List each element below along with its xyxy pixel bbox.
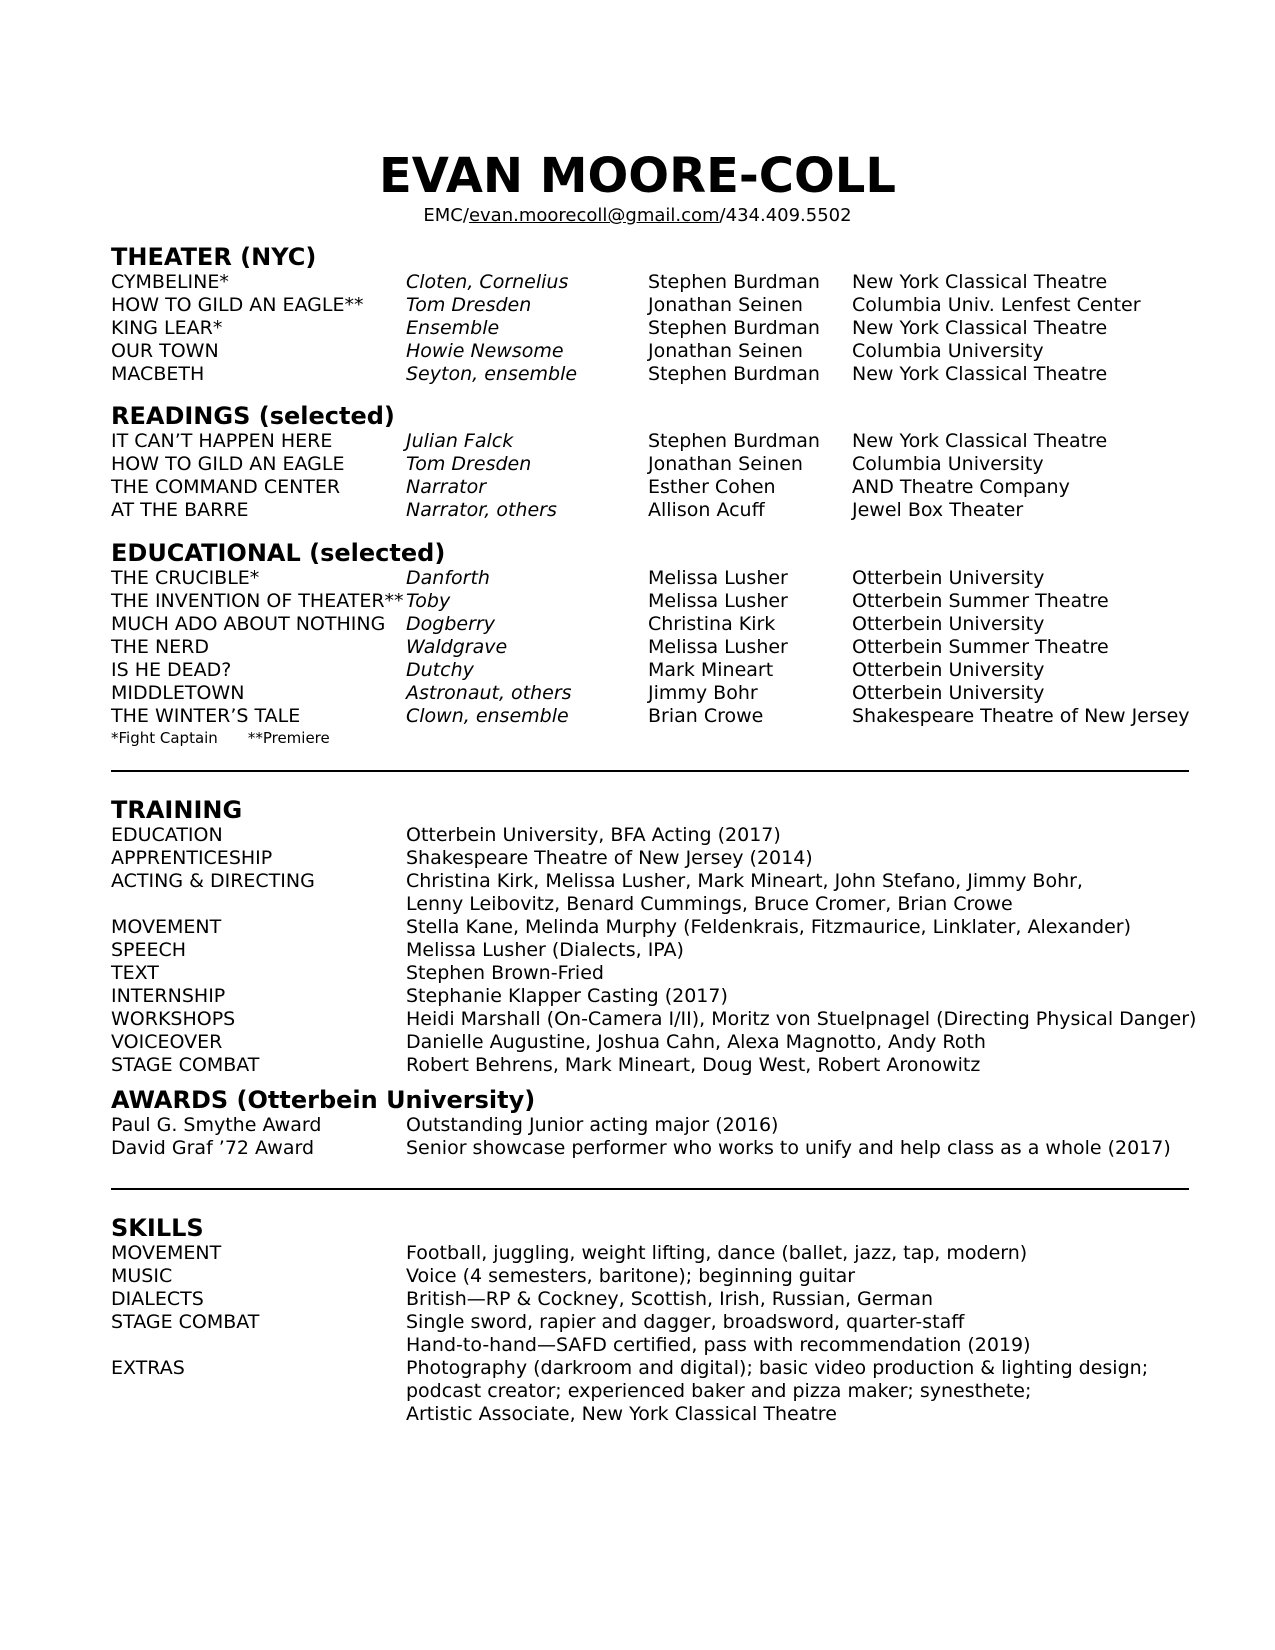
production-title: HOW TO GILD AN EAGLE <box>111 453 345 475</box>
production-title: AT THE BARRE <box>111 499 249 521</box>
venue: New York Classical Theatre <box>852 363 1108 385</box>
venue: Columbia Univ. Lenfest Center <box>852 294 1141 316</box>
row-value: Heidi Marshall (On-Camera I/II), Moritz von Stuelpnagel (Directing Physical Danger) <box>406 1008 1197 1030</box>
venue: Otterbein University <box>852 567 1045 589</box>
row-label: DIALECTS <box>111 1288 204 1310</box>
role: Toby <box>406 590 451 612</box>
footnote-legend <box>111 728 1191 748</box>
table-row <box>111 962 1191 985</box>
row-label: MOVEMENT <box>111 916 222 938</box>
table-row <box>111 1031 1191 1054</box>
section-divider <box>111 770 1189 772</box>
training-list <box>111 824 1197 1077</box>
production-title: IT CAN’T HAPPEN HERE <box>111 430 333 452</box>
row-label: APPRENTICESHIP <box>111 847 273 869</box>
table-row <box>111 916 1191 939</box>
row-label: EXTRAS <box>111 1357 185 1379</box>
section-title: THEATER (NYC) <box>111 243 317 271</box>
production-title: CYMBELINE* <box>111 271 229 293</box>
table-row <box>111 847 1191 870</box>
section-title: READINGS (selected) <box>111 402 395 430</box>
credit-list <box>111 567 1191 728</box>
table-row <box>111 705 1191 728</box>
venue: Otterbein University <box>852 682 1045 704</box>
row-value: Lenny Leibovitz, Benard Cummings, Bruce Cromer, Brian Crowe <box>406 893 1013 915</box>
credit-list <box>111 430 1191 522</box>
role: Dutchy <box>406 659 474 681</box>
row-value: Photography (darkroom and digital); basic video production & lighting design; <box>406 1357 1149 1379</box>
skills-list <box>111 1242 1191 1426</box>
table-row <box>111 985 1191 1008</box>
table-row <box>111 1137 1191 1160</box>
venue: New York Classical Theatre <box>852 317 1108 339</box>
row-value: Melissa Lusher (Dialects, IPA) <box>406 939 684 961</box>
row-value: Stephen Brown-Fried <box>406 962 604 984</box>
row-label: STAGE COMBAT <box>111 1311 260 1333</box>
training-section <box>111 796 1197 1077</box>
row-label: ACTING & DIRECTING <box>111 870 315 892</box>
phone-number: /434.409.5502 <box>719 205 852 226</box>
director: Melissa Lusher <box>648 636 788 658</box>
production-title: THE NERD <box>111 636 209 658</box>
venue: Otterbein Summer Theatre <box>852 636 1109 658</box>
table-row <box>111 659 1191 682</box>
director: Melissa Lusher <box>648 590 788 612</box>
premiere-note: **Premiere <box>247 729 330 747</box>
row-value: Danielle Augustine, Joshua Cahn, Alexa Magnotto, Andy Roth <box>406 1031 986 1053</box>
contact-initials: EMC/ <box>423 205 469 226</box>
production-title: THE INVENTION OF THEATER** <box>111 590 404 612</box>
email-link[interactable]: evan.moorecoll@gmail.com <box>468 205 720 226</box>
role: Clown, ensemble <box>406 705 569 727</box>
venue: New York Classical Theatre <box>852 430 1108 452</box>
row-label: David Graf ’72 Award <box>111 1137 315 1159</box>
production-title: THE COMMAND CENTER <box>111 476 341 498</box>
role: Seyton, ensemble <box>406 363 578 385</box>
table-row <box>111 613 1191 636</box>
readings-section <box>111 402 1191 522</box>
table-row <box>111 363 1191 386</box>
section-title: AWARDS (Otterbein University) <box>111 1086 536 1114</box>
director: Stephen Burdman <box>648 271 820 293</box>
table-row <box>111 893 1191 916</box>
production-title: THE CRUCIBLE* <box>111 567 260 589</box>
table-row <box>111 271 1191 294</box>
awards-section <box>111 1086 1191 1160</box>
venue: Columbia University <box>852 453 1044 475</box>
venue: New York Classical Theatre <box>852 271 1108 293</box>
table-row <box>111 636 1191 659</box>
venue: Otterbein University <box>852 659 1045 681</box>
row-value: Hand-to-hand—SAFD certified, pass with recommendation (2019) <box>406 1334 1031 1356</box>
role: Narrator <box>406 476 487 498</box>
production-title: MUCH ADO ABOUT NOTHING <box>111 613 386 635</box>
table-row <box>111 824 1191 847</box>
table-row <box>111 340 1191 363</box>
row-value: Voice (4 semesters, baritone); beginning guitar <box>406 1265 856 1287</box>
row-label <box>111 1334 406 1357</box>
row-label: STAGE COMBAT <box>111 1054 260 1076</box>
table-row <box>111 294 1191 317</box>
row-value: Stephanie Klapper Casting (2017) <box>406 985 728 1007</box>
row-label: Paul G. Smythe Award <box>111 1114 322 1136</box>
table-row <box>111 1288 1191 1311</box>
table-row <box>111 1403 1191 1426</box>
row-value: podcast creator; experienced baker and pizza maker; synesthete; <box>406 1380 1032 1402</box>
director: Jonathan Seinen <box>648 340 803 362</box>
director: Allison Acuff <box>648 499 765 521</box>
production-title: THE WINTER’S TALE <box>111 705 301 727</box>
applicant-name: EVAN MOORE-COLL <box>379 148 896 204</box>
role: Tom Dresden <box>406 294 532 316</box>
table-row <box>111 317 1191 340</box>
credit-list <box>111 271 1191 386</box>
table-row <box>111 1311 1191 1334</box>
role: Dogberry <box>406 613 495 635</box>
role: Julian Falck <box>406 430 514 452</box>
theater-section <box>111 243 1191 386</box>
section-title: TRAINING <box>111 796 243 824</box>
section-title: SKILLS <box>111 1214 204 1242</box>
table-row <box>111 1380 1191 1403</box>
role: Ensemble <box>406 317 500 339</box>
venue: AND Theatre Company <box>852 476 1070 498</box>
skills-section <box>111 1214 1191 1426</box>
role: Waldgrave <box>406 636 508 658</box>
production-title: MACBETH <box>111 363 205 385</box>
row-value: Football, juggling, weight lifting, dance (ballet, jazz, tap, modern) <box>406 1242 1028 1264</box>
row-label <box>111 1403 406 1426</box>
contact-line <box>0 204 1275 228</box>
table-row <box>111 1008 1197 1031</box>
production-title: HOW TO GILD AN EAGLE** <box>111 294 364 316</box>
educational-section <box>111 539 1191 748</box>
row-value: Senior showcase performer who works to unify and help class as a whole (2017) <box>406 1137 1171 1159</box>
production-title: IS HE DEAD? <box>111 659 232 681</box>
table-row <box>111 1242 1191 1265</box>
role: Cloten, Cornelius <box>406 271 569 293</box>
director: Jonathan Seinen <box>648 294 803 316</box>
director: Stephen Burdman <box>648 430 820 452</box>
row-value: Otterbein University, BFA Acting (2017) <box>406 824 781 846</box>
section-title: EDUCATIONAL (selected) <box>111 539 446 567</box>
venue: Otterbein Summer Theatre <box>852 590 1109 612</box>
director: Stephen Burdman <box>648 317 820 339</box>
row-label: INTERNSHIP <box>111 985 226 1007</box>
table-row <box>111 476 1191 499</box>
table-row <box>111 1357 1191 1380</box>
row-label: MUSIC <box>111 1265 173 1287</box>
table-row <box>111 870 1191 893</box>
row-label <box>111 1380 406 1403</box>
table-row <box>111 499 1191 522</box>
table-row <box>111 590 1191 613</box>
table-row <box>111 1054 1191 1077</box>
row-value: Single sword, rapier and dagger, broadsword, quarter-staff <box>406 1311 965 1333</box>
table-row <box>111 1114 1191 1137</box>
venue: Columbia University <box>852 340 1044 362</box>
row-value: Robert Behrens, Mark Mineart, Doug West, Robert Aronowitz <box>406 1054 981 1076</box>
fight-captain-note: *Fight Captain <box>111 729 218 747</box>
section-divider <box>111 1188 1189 1190</box>
row-value: Artistic Associate, New York Classical Theatre <box>406 1403 837 1425</box>
director: Mark Mineart <box>648 659 774 681</box>
table-row <box>111 567 1191 590</box>
role: Danforth <box>406 567 490 589</box>
row-label <box>111 893 406 916</box>
director: Brian Crowe <box>648 705 764 727</box>
row-value: British—RP & Cockney, Scottish, Irish, Russian, German <box>406 1288 934 1310</box>
director: Jimmy Bohr <box>648 682 758 704</box>
row-label: TEXT <box>111 962 159 984</box>
row-label: MOVEMENT <box>111 1242 222 1264</box>
venue: Otterbein University <box>852 613 1045 635</box>
director: Jonathan Seinen <box>648 453 803 475</box>
production-title: OUR TOWN <box>111 340 219 362</box>
director: Esther Cohen <box>648 476 776 498</box>
table-row <box>111 1265 1191 1288</box>
table-row <box>111 939 1191 962</box>
role: Tom Dresden <box>406 453 532 475</box>
production-title: KING LEAR* <box>111 317 223 339</box>
director: Christina Kirk <box>648 613 776 635</box>
row-value: Christina Kirk, Melissa Lusher, Mark Mineart, John Stefano, Jimmy Bohr, <box>406 870 1083 892</box>
production-title: MIDDLETOWN <box>111 682 245 704</box>
role: Narrator, others <box>406 499 557 521</box>
table-row <box>111 430 1191 453</box>
row-label: SPEECH <box>111 939 187 961</box>
awards-list <box>111 1114 1191 1160</box>
table-row <box>111 1334 1191 1357</box>
director: Stephen Burdman <box>648 363 820 385</box>
row-value: Outstanding Junior acting major (2016) <box>406 1114 779 1136</box>
row-value: Stella Kane, Melinda Murphy (Feldenkrais, Fitzmaurice, Linklater, Alexander) <box>406 916 1131 938</box>
venue: Jewel Box Theater <box>852 499 1024 521</box>
table-row <box>111 453 1191 476</box>
table-row <box>111 682 1191 705</box>
resume-header <box>0 150 1275 228</box>
row-label: VOICEOVER <box>111 1031 223 1053</box>
director: Melissa Lusher <box>648 567 788 589</box>
venue: Shakespeare Theatre of New Jersey <box>852 705 1190 727</box>
row-label: WORKSHOPS <box>111 1008 236 1030</box>
role: Astronaut, others <box>406 682 572 704</box>
row-label: EDUCATION <box>111 824 223 846</box>
row-value: Shakespeare Theatre of New Jersey (2014) <box>406 847 813 869</box>
role: Howie Newsome <box>406 340 564 362</box>
